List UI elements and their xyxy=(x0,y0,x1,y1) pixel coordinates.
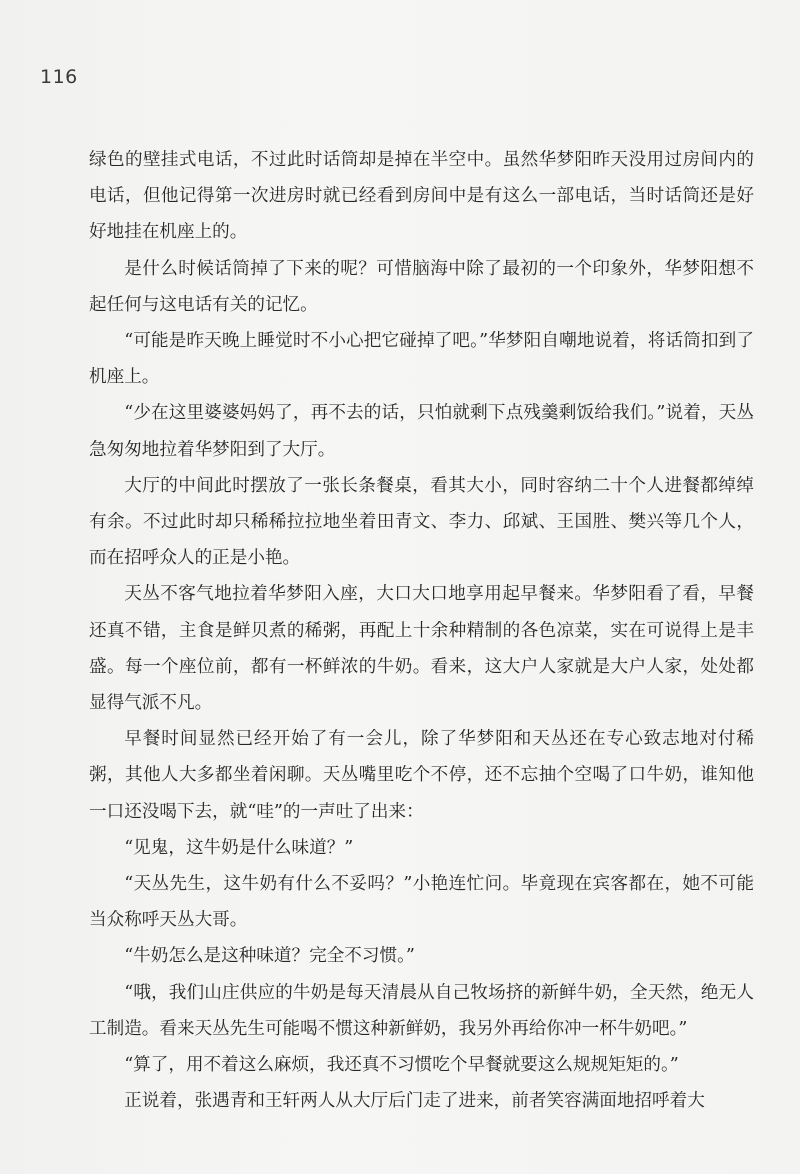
paragraph: “算了，用不着这么麻烦，我还真不习惯吃个早餐就要这么规规矩矩的。” xyxy=(124,1055,679,1076)
paragraph: 是什么时候话筒掉了下来的呢？可惜脑海中除了最初的一个印象外，华梦阳想不起任何与这电话有关的记忆。 xyxy=(89,258,754,315)
paragraph: 绿色的壁挂式电话，不过此时话筒却是掉在半空中。虽然华梦阳昨天没用过房间内的电话，但他记得第一次进房时就已经看到房间中是有这么一部电话，当时话筒还是好好地挂在机座上的。 xyxy=(89,150,754,243)
paragraph: “牛奶怎么是这种味道？完全不习惯。” xyxy=(124,946,415,967)
paragraph: 早餐时间显然已经开始了有一会儿，除了华梦阳和天丛还在专心致志地对付稀粥，其他人大多都坐着闲聊。天丛嘴里吃个不停，还不忘抽个空喝了口牛奶，谁知他一口还没喝下去，就“哇”的一声吐了出来： xyxy=(89,729,754,822)
paragraph: 大厅的中间此时摆放了一张长条餐桌，看其大小，同时容纳二十个人进餐都绰绰有余。不过此时却只稀稀拉拉地坐着田青文、李力、邱斌、王国胜、樊兴等几个人，而在招呼众人的正是小艳。 xyxy=(89,475,754,569)
paragraph: “少在这里婆婆妈妈了，再不去的话，只怕就剩下点残羹剩饭给我们。”说着，天丛急匆匆地拉着华梦阳到了大厅。 xyxy=(89,403,754,460)
paragraph: “天丛先生，这牛奶有什么不妥吗？”小艳连忙问。毕竟现在宾客都在，她不可能当众称呼天丛大哥。 xyxy=(89,874,754,931)
paragraph: 天丛不客气地拉着华梦阳入座，大口大口地享用起早餐来。华梦阳看了看，早餐还真不错，主食是鲜贝煮的稀粥，再配上十余种精制的各色凉菜，实在可说得上是丰盛。每一个座位前，都有一杯鲜浓的牛奶。看来，这大户人家就是大户人家，处处都显得气派不凡。 xyxy=(89,584,754,714)
paragraph: “哦，我们山庄供应的牛奶是每天清晨从自己牧场挤的新鲜牛奶，全天然，绝无人工制造。看来天丛先生可能喝不惯这种新鲜奶，我另外再给你冲一杯牛奶吧。” xyxy=(89,982,754,1039)
body-text xyxy=(89,142,754,1119)
paragraph: 正说着，张遇青和王轩两人从大厅后门走了进来，前者笑容满面地招呼着大 xyxy=(124,1091,705,1112)
page-number: 116 xyxy=(40,66,78,88)
paragraph: “可能是昨天晚上睡觉时不小心把它碰掉了吧。”华梦阳自嘲地说着，将话筒扣到了机座上。 xyxy=(89,331,754,388)
paragraph: “见鬼，这牛奶是什么味道？” xyxy=(124,837,354,858)
